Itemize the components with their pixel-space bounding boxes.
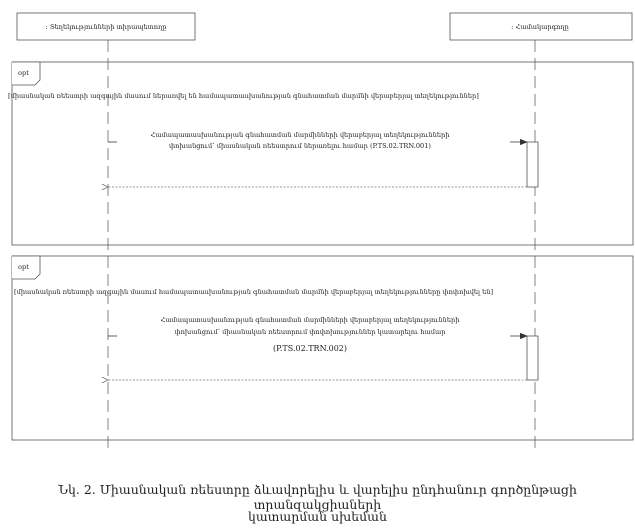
fragment-guard: [միասնական ռեեստրի ազգային մասում համապատասխանության գնահատման մարմնի վերաբերյալ տեղեկությունները փոփոխվել են] xyxy=(14,288,494,296)
participant-owner xyxy=(17,13,195,40)
opt-fragment-1 xyxy=(8,62,633,245)
fragment-operator: opt xyxy=(18,69,29,77)
message-line: (P.TS.02.TRN.002) xyxy=(272,344,348,353)
message-line: փոխանցում՝ միասնական ռեեստրում ներառելու համար (P.TS.02.TRN.001) xyxy=(169,142,431,150)
activation-bar xyxy=(527,336,538,380)
fragment-operator: opt xyxy=(18,263,29,271)
message-line: Համապատասխանության գնահատման մարմինների վերաբերյալ տեղեկությունների xyxy=(150,131,450,139)
message-line: Համապատասխանության գնահատման մարմինների վերաբերյալ տեղեկությունների xyxy=(160,316,460,324)
activation-bar xyxy=(527,142,538,187)
figure-caption-line-2: կատարման սխեման xyxy=(248,509,387,524)
participant-coordinator-label: : Համակարգողը xyxy=(511,23,569,31)
message-line: փոխանցում՝ միասնական ռեեստրում փոփոխություններ կատարելու համար xyxy=(174,328,446,336)
participant-coordinator xyxy=(450,13,632,40)
fragment-guard: [միասնական ռեեստրի ազգային մասում ներառվել են համապատասխանության գնահատման մարմնի վերաբերյալ տեղեկություններ] xyxy=(8,92,479,100)
participant-owner-label: : Տեղեկությունների տիրապետողը xyxy=(45,23,167,31)
figure-caption-line-1: Նկ. 2. Միասնական ռեեստրը ձևավորելիս և վարելիս ընդհանուր գործընթացի տրանզակցիաների xyxy=(58,482,577,512)
opt-fragment-2 xyxy=(12,256,633,440)
